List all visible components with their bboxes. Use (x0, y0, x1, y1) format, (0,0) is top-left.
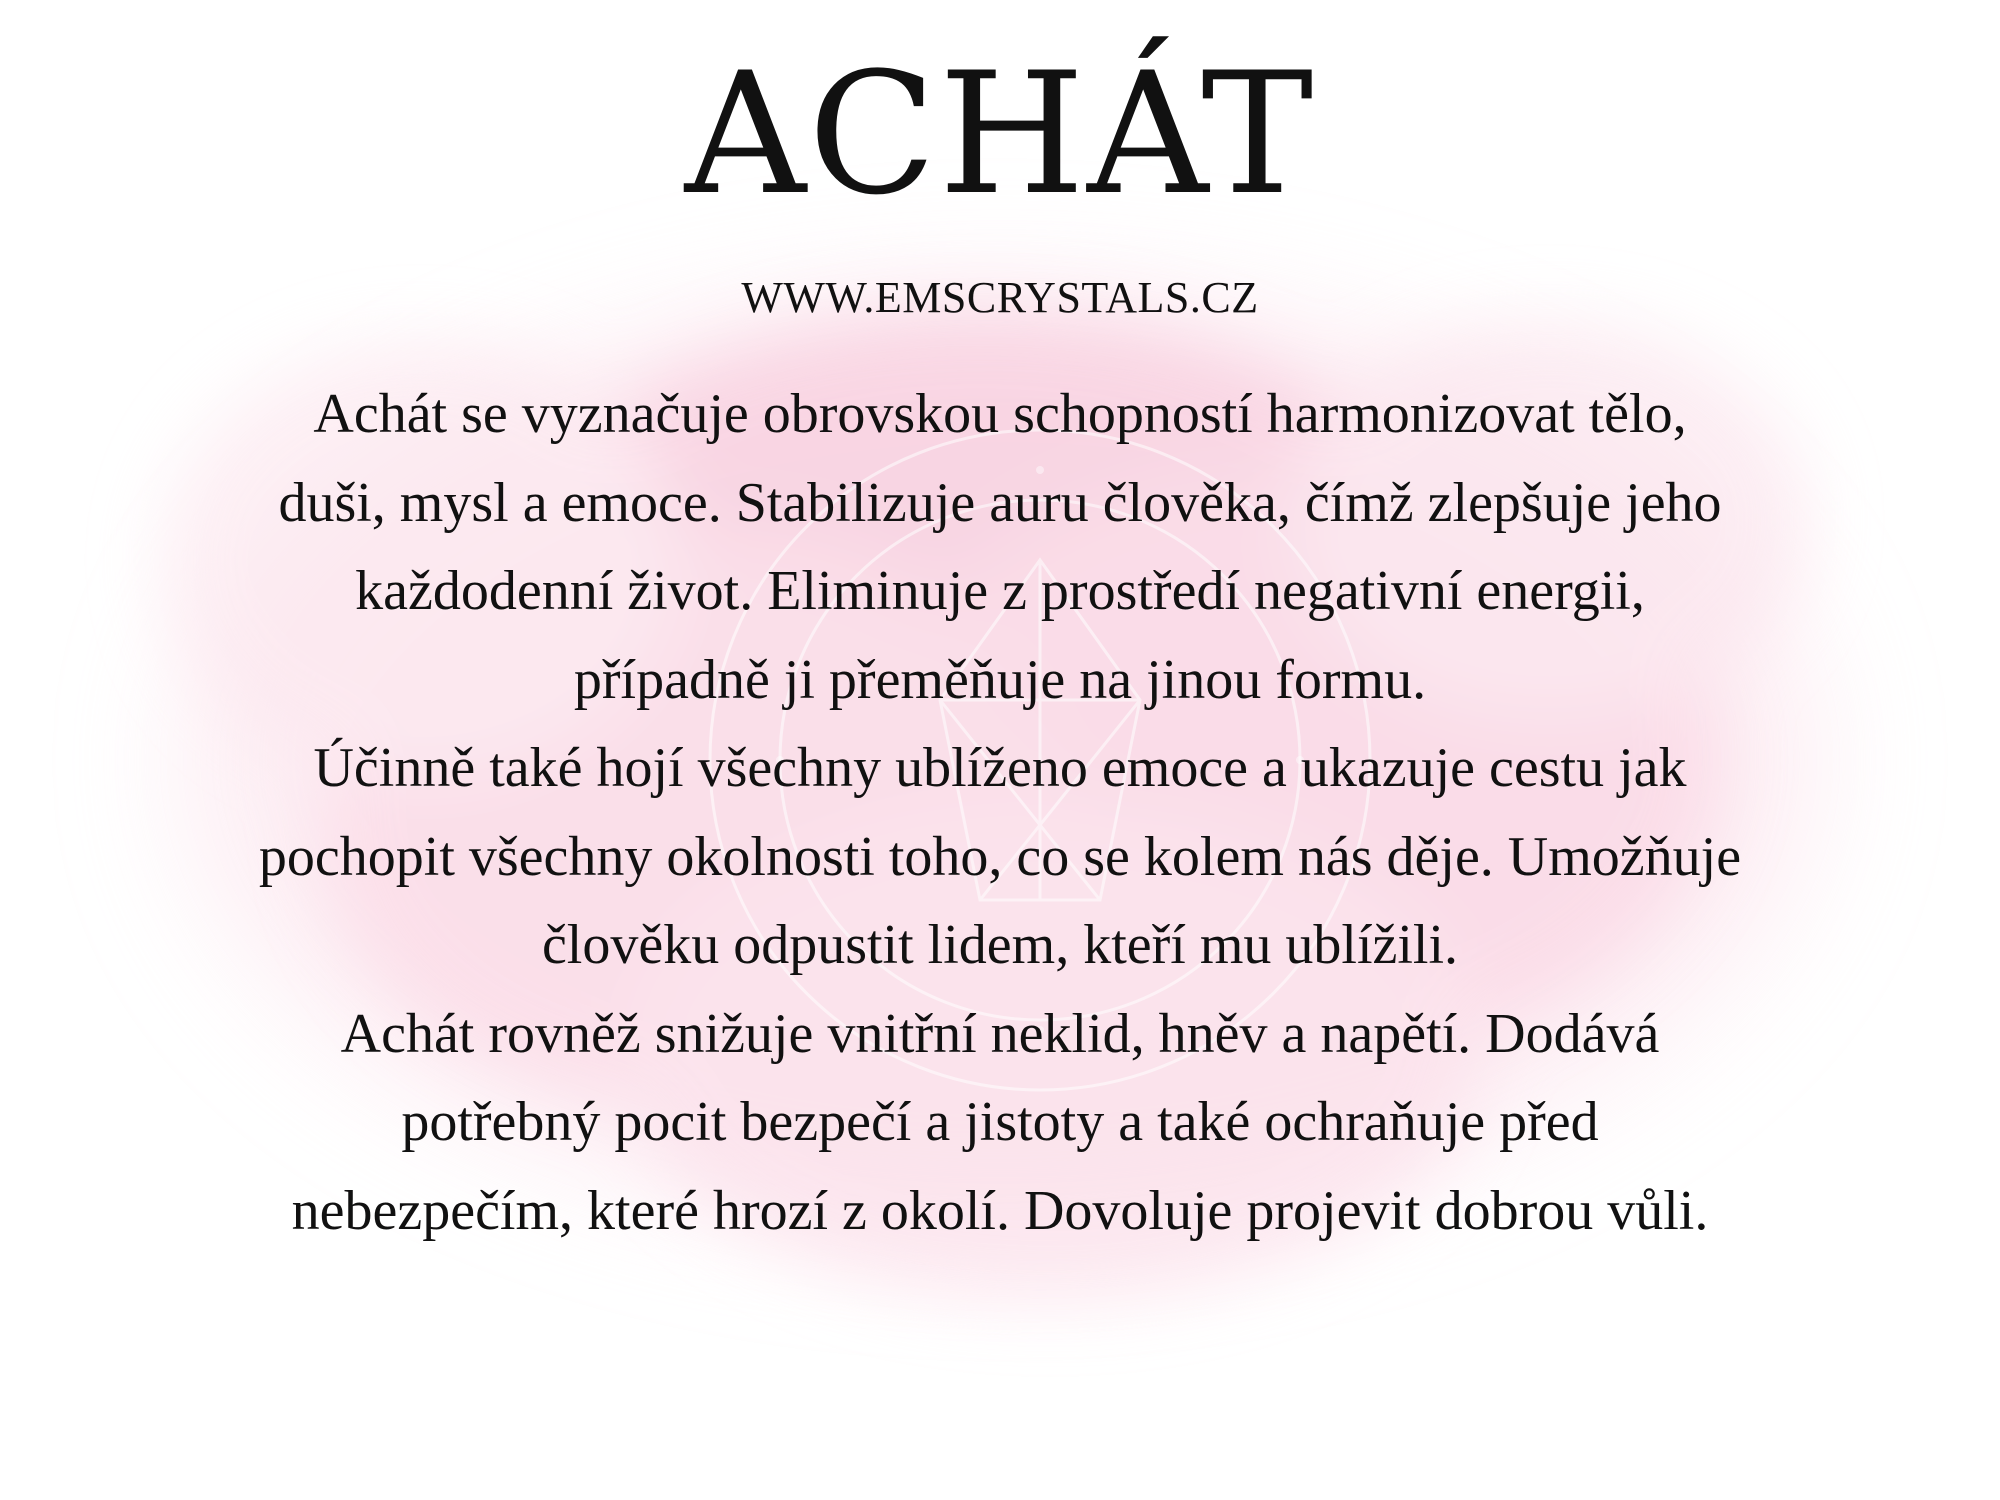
website-url: WWW.EMSCRYSTALS.CZ (741, 273, 1259, 322)
page-title: ACHÁT (684, 36, 1316, 232)
description-line-7: člověku odpustit lidem, kteří mu ublížili. (541, 914, 1459, 976)
description-line-8: Achát rovněž snižuje vnitřní neklid, hněv a napětí. Dodává (340, 1002, 1660, 1065)
description-line-6: pochopit všechny okolnosti toho, co se kolem nás děje. Umožňuje (258, 825, 1742, 888)
description-line-3: každodenní život. Eliminuje z prostředí negativní energii, (355, 560, 1645, 622)
description-line-1: Achát se vyznačuje obrovskou schopností harmonizovat tělo, (313, 383, 1687, 445)
description-line-2: duši, mysl a emoce. Stabilizuje auru člověka, čímž zlepšuje jeho (278, 471, 1722, 534)
description-line-9: potřebný pocit bezpečí a jistoty a také ochraňuje před (401, 1091, 1599, 1153)
description-line-10: nebezpečím, které hrozí z okolí. Dovoluje projevit dobrou vůli. (291, 1179, 1709, 1242)
description-line-5: Účinně také hojí všechny ublíženo emoce a ukazuje cestu jak (313, 737, 1687, 799)
description-text (0, 370, 2000, 1255)
description-line-4: případně ji přeměňuje na jinou formu. (573, 648, 1427, 711)
